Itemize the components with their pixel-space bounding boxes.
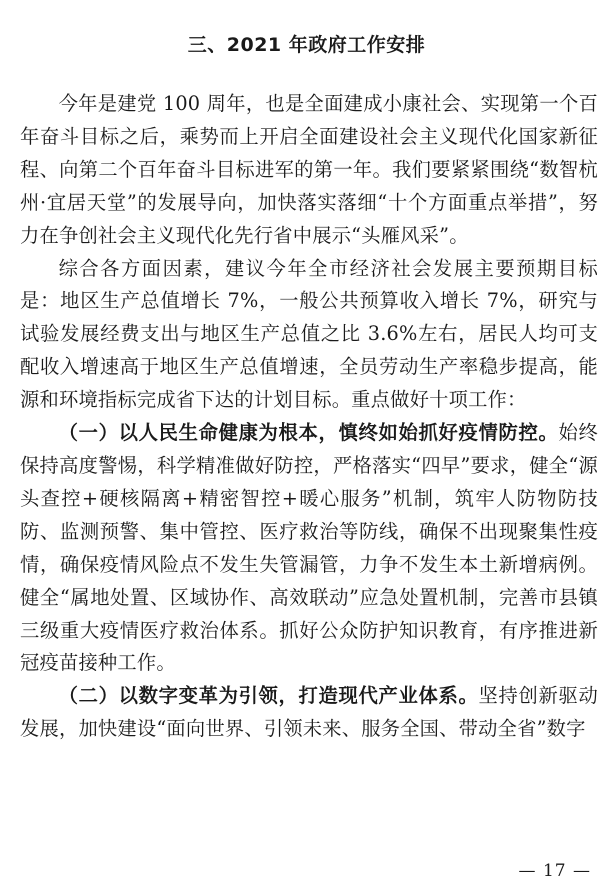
page-number: — 17 — — [518, 861, 591, 881]
paragraph-text: 坚持创新驱动发展，加快建设“面向世界、引领未来、服务全国、带动全省”数字 — [20, 684, 598, 741]
document-body — [20, 88, 598, 746]
paragraph-heading: （一）以人民生命健康为根本，慎终如始抓好疫情防控。 — [58, 421, 559, 445]
section-title: 三、2021 年政府工作安排 — [187, 34, 426, 56]
paragraph-text: 综合各方面因素，建议今年全市经济社会发展主要预期目标是：地区生产总值增长 7%，一般公共预算收入增长 7%，研究与试验发展经费支出与地区生产总值之比 3.6%左右，居民人均可支配收入增速高于地区生产总值增速，全员劳动生产率稳步提高，能源和环境指标完成省下达的计划目标。重点做好十项工作： — [20, 256, 598, 412]
paragraph-epidemic-control — [20, 417, 598, 680]
paragraph-intro — [20, 88, 598, 253]
paragraph-targets — [20, 253, 598, 418]
paragraph-digital-transformation — [20, 680, 598, 746]
paragraph-heading: （二）以数字变革为引领，打造现代产业体系。 — [58, 684, 479, 708]
paragraph-text: 今年是建党 100 周年，也是全面建成小康社会、实现第一个百年奋斗目标之后，乘势而上开启全面建设社会主义现代化国家新征程、向第二个百年奋斗目标进军的第一年。我们要紧紧围绕“数智杭州·宜居天堂”的发展导向，加快落实落细“十个方面重点举措”，努力在争创社会主义现代化先行省中展示“头雁风采”。 — [20, 92, 598, 247]
paragraph-text: 始终保持高度警惕，科学精准做好防控，严格落实“四早”要求，健全“源头查控+硬核隔离+精密智控+暖心服务”机制，筑牢人防物防技防、监测预警、集中管控、医疗救治等防线，确保不出现聚集性疫情，确保疫情风险点不发生失管漏管，力争不发生本土新增病例。健全“属地处置、区域协作、高效联动”应急处置机制，完善市县镇三级重大疫情医疗救治体系。抓好公众防护知识教育，有序推进新冠疫苗接种工作。 — [20, 421, 598, 675]
